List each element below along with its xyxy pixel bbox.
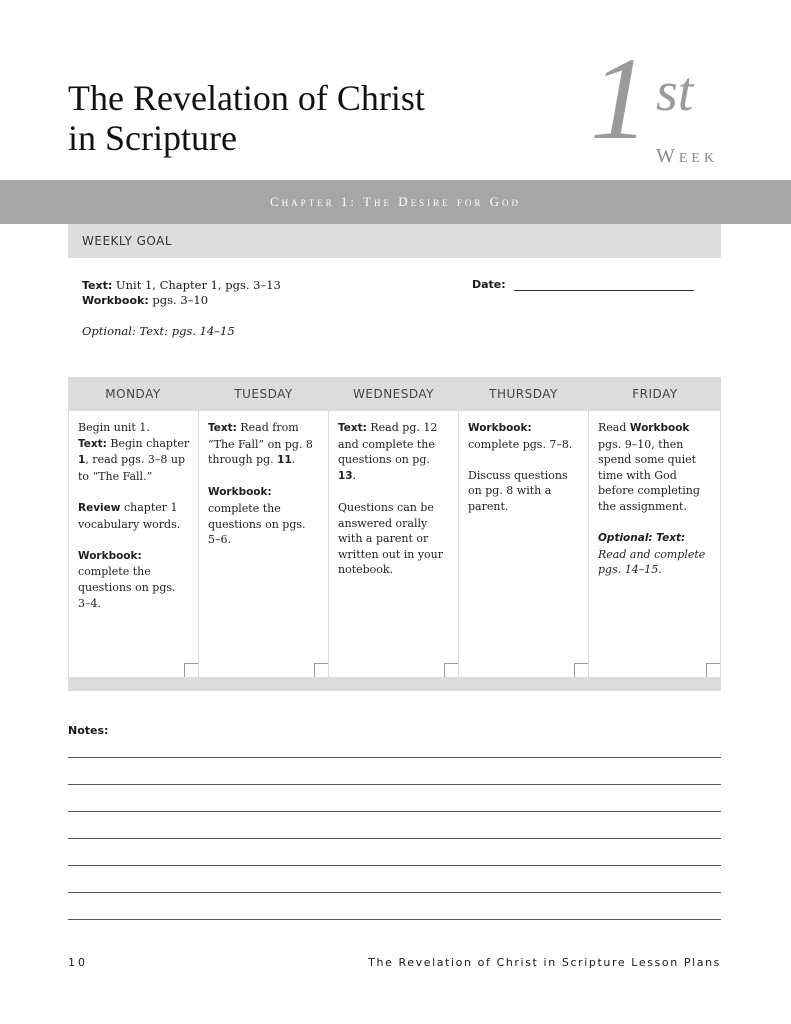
note-line[interactable] <box>68 892 721 893</box>
goal-text-label: Text: <box>82 279 113 292</box>
note-line[interactable] <box>68 865 721 866</box>
day-cell-friday <box>589 411 720 677</box>
tuesday-line <box>208 420 320 437</box>
tuesday-bold: Text: <box>208 422 237 434</box>
tuesday-line: questions on pgs. <box>208 517 306 531</box>
page-title <box>68 78 568 158</box>
thursday-checkbox[interactable] <box>574 663 588 677</box>
friday-line: time with God <box>598 468 677 482</box>
weekly-goal-label: WEEKLY GOAL <box>82 234 173 248</box>
thursday-bold: Workbook: <box>468 422 532 434</box>
wednesday-line: answered orally <box>338 516 428 530</box>
wednesday-text: questions on pg. <box>338 453 430 467</box>
monday-text: , read pgs. 3–8 up <box>85 453 186 467</box>
day-header-wednesday: WEDNESDAY <box>353 387 434 401</box>
monday-text: Begin chapter <box>106 436 190 450</box>
friday-line <box>598 547 712 563</box>
wednesday-bold: 13 <box>338 469 353 482</box>
monday-line <box>78 548 190 565</box>
date-label: Date: <box>472 278 506 291</box>
monday-line: Begin unit 1. <box>78 421 150 434</box>
day-header-friday: FRIDAY <box>632 387 678 401</box>
wednesday-bold: Text: <box>338 422 367 434</box>
monday-line: 3–4. <box>78 596 101 610</box>
monday-bold: Text: <box>78 437 107 450</box>
day-header-tuesday: TUESDAY <box>234 387 293 401</box>
goal-text-line <box>82 278 281 293</box>
tuesday-line: complete the <box>208 501 281 515</box>
tuesday-text: through pg. <box>208 453 278 467</box>
tuesday-line: 5–6. <box>208 533 231 547</box>
thursday-line: Discuss questions <box>468 468 568 482</box>
goal-optional: Optional: Text: pgs. 14–15 <box>82 324 235 338</box>
monday-line: vocabulary words. <box>78 517 181 531</box>
friday-checkbox[interactable] <box>706 663 720 677</box>
goal-workbook-label: Workbook: <box>82 294 149 307</box>
wednesday-line: with a parent or <box>338 532 429 546</box>
monday-text: chapter 1 <box>120 500 178 514</box>
chapter-banner <box>0 180 791 224</box>
tuesday-line <box>208 452 320 469</box>
friday-line <box>598 530 712 547</box>
date-row <box>472 278 694 291</box>
monday-line <box>78 436 190 453</box>
thursday-line: on pg. 8 with a <box>468 484 552 498</box>
friday-line: before completing <box>598 484 700 498</box>
goal-text-value: Unit 1, Chapter 1, pgs. 3–13 <box>112 278 281 292</box>
wednesday-text: . <box>352 468 357 482</box>
monday-line: complete the <box>78 565 151 579</box>
title-line-2: in Scripture <box>68 118 237 158</box>
friday-italic: pgs. 14–15. <box>598 563 662 577</box>
tuesday-text: . <box>291 453 296 467</box>
tuesday-bold: Workbook: <box>208 486 272 499</box>
wednesday-line <box>338 420 450 437</box>
wednesday-line <box>338 452 450 484</box>
week-label: Week <box>656 145 719 167</box>
week-number: 1 <box>590 33 649 164</box>
note-line[interactable] <box>68 919 721 920</box>
friday-line: spend some quiet <box>598 453 697 467</box>
friday-bold: Workbook <box>629 422 690 434</box>
day-cell-monday <box>69 411 198 677</box>
tuesday-checkbox[interactable] <box>314 663 328 677</box>
monday-line <box>78 452 190 469</box>
friday-italic: Read and complete <box>598 547 706 561</box>
day-header-thursday: THURSDAY <box>489 387 558 401</box>
goal-workbook-line <box>82 293 281 308</box>
note-line[interactable] <box>68 838 721 839</box>
notes-label: Notes: <box>68 724 109 737</box>
chapter-title: Chapter 1: The Desire for God <box>269 194 522 209</box>
wednesday-line: written out in your <box>338 547 444 561</box>
monday-bold: Review <box>78 501 121 514</box>
weekly-schedule <box>68 377 721 691</box>
weekly-goal-bar <box>68 224 721 258</box>
date-field[interactable] <box>514 278 694 291</box>
monday-bold: 1 <box>78 454 86 467</box>
monday-bold: Workbook: <box>78 549 142 562</box>
wednesday-text: Read pg. 12 <box>366 421 438 434</box>
page-number: 10 <box>68 956 88 969</box>
friday-line <box>598 562 712 578</box>
monday-line: to “The Fall.” <box>78 469 153 483</box>
monday-line: questions on pgs. <box>78 580 176 594</box>
monday-line <box>78 500 190 517</box>
weekly-goal-details <box>82 278 281 308</box>
wednesday-checkbox[interactable] <box>444 663 458 677</box>
wednesday-line: notebook. <box>338 563 394 577</box>
wednesday-line: Questions can be <box>338 500 434 514</box>
footer-title: The Revelation of Christ in Scripture Lesson Plans <box>368 956 721 969</box>
friday-text: Read <box>598 421 630 434</box>
friday-line <box>598 420 712 437</box>
thursday-line: parent. <box>468 499 509 513</box>
thursday-line: complete pgs. 7–8. <box>468 437 573 451</box>
note-line[interactable] <box>68 757 721 758</box>
day-cell-wednesday <box>329 411 458 677</box>
note-line[interactable] <box>68 784 721 785</box>
title-line-1: The Revelation of Christ <box>68 78 425 118</box>
thursday-line <box>468 420 580 437</box>
goal-workbook-value: pgs. 3–10 <box>148 293 209 307</box>
note-line[interactable] <box>68 811 721 812</box>
friday-bold: Optional: Text: <box>598 532 686 545</box>
tuesday-line <box>208 484 320 501</box>
friday-line: pgs. 9–10, then <box>598 437 684 451</box>
monday-checkbox[interactable] <box>184 663 198 677</box>
tuesday-text: Read from <box>236 421 299 434</box>
day-header-monday: MONDAY <box>105 387 161 401</box>
friday-line: the assignment. <box>598 499 687 513</box>
tuesday-bold: 11 <box>277 454 292 467</box>
tuesday-line: “The Fall” on pg. 8 <box>208 437 313 451</box>
week-suffix: st <box>656 61 694 123</box>
wednesday-line: and complete the <box>338 437 435 451</box>
day-cell-thursday <box>459 411 588 677</box>
day-cell-tuesday <box>199 411 328 677</box>
